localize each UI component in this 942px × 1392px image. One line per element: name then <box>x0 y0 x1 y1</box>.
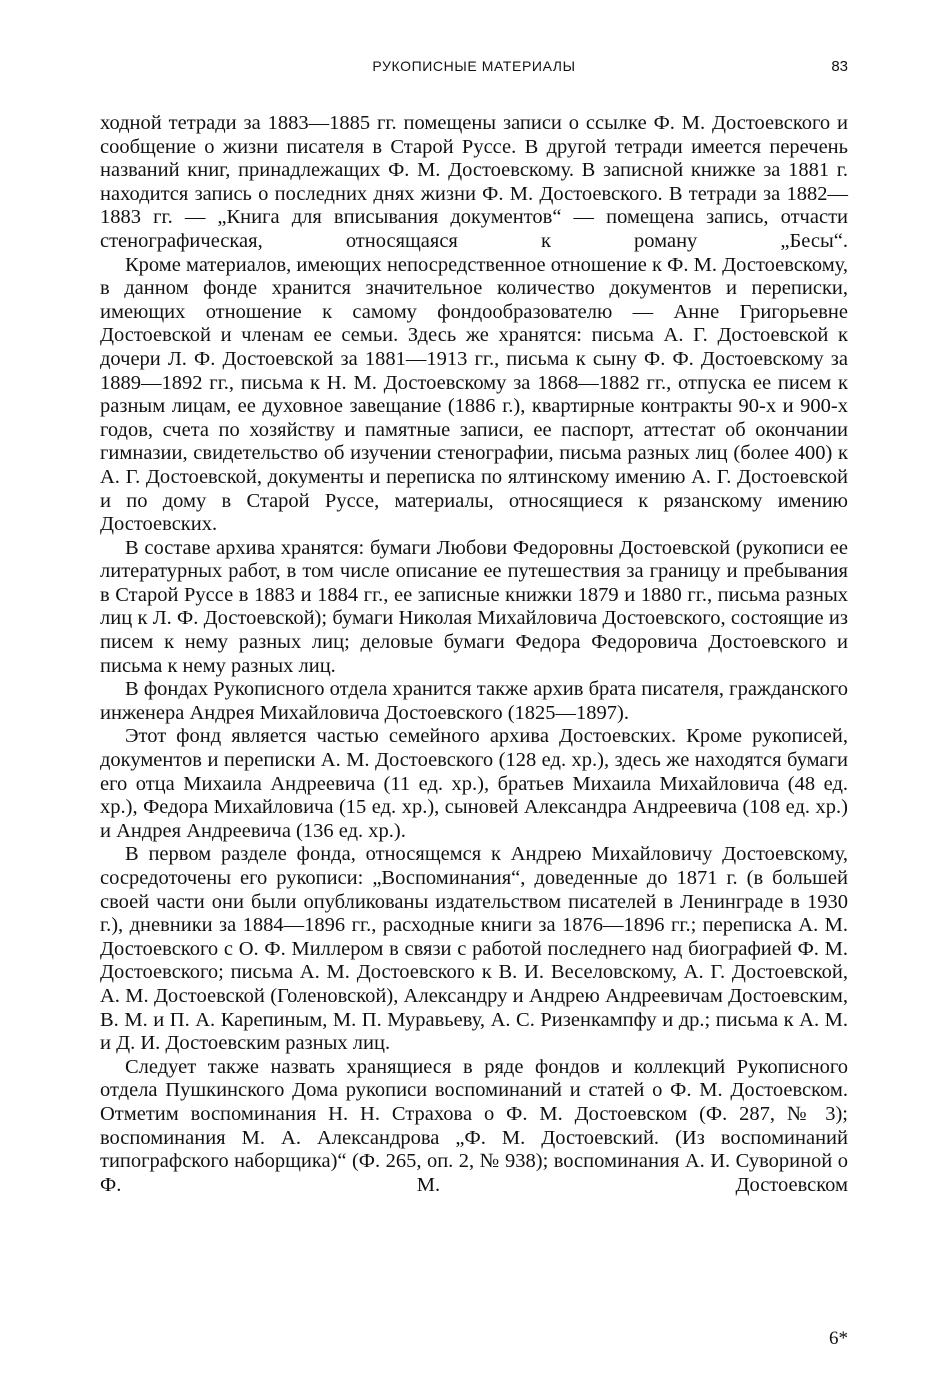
paragraph-family-archive: Этот фонд является частью семейного архива Достоевских. Кроме рукописей, документов и переписки А. М. Достоевского (128 ед. хр.), здесь же находятся бумаги его отца Михаила Андреевича (11 ед. хр.), братьев Михаила Михайловича (48 ед. хр.), Федора Михайловича (15 ед. хр.), сыновей Александра Андреевича (108 ед. хр.) и Андрея Андреевича (136 ед. хр.). <box>100 725 848 842</box>
paragraph-anna-dostoevskaya-materials: Кроме материалов, имеющих непосредственное отношение к Ф. М. Достоевскому, в данном фонде хранится значительное количество документов и переписки, имеющих отношение к самому фондообразователю — Анне Григорьевне Достоевской и членам ее семьи. Здесь же хранятся: письма А. Г. Достоевской к дочери Л. Ф. Достоевской за 1881—1913 гг., письма к сыну Ф. Ф. Достоевскому за 1889—1892 гг., письма к Н. М. Достоевскому за 1868—1882 гг., отпуска ее писем к разным лицам, ее духовное завещание (1886 г.), квартирные контракты 90-х и 900-х годов, счета по хозяйству и памятные записи, ее паспорт, аттестат об окончании гимназии, свидетельство об изучении стенографии, письма разных лиц (более 400) к А. Г. Достоевской, документы и переписка по ялтинскому имению А. Г. Достоевской и по дому в Старой Руссе, материалы, относящиеся к рязанскому имению Достоевских. <box>100 253 848 536</box>
running-title: РУКОПИСНЫЕ МАТЕРИАЛЫ <box>372 58 576 74</box>
body-text <box>100 112 848 1197</box>
paragraph-first-section: В первом разделе фонда, относящемся к Андрею Михайловичу Достоевскому, сосредоточены его рукописи: „Воспоминания“, доведенные до 1871 г. (в большей своей части они были опубликованы издательством писателей в Ленинграде в 1930 г.), дневники за 1884—1896 гг., расходные книги за 1876—1896 гг.; переписка А. М. Достоевского с О. Ф. Миллером в связи с работой последнего над биографией Ф. М. Достоевского; письма А. М. Достоевского к В. И. Веселовскому, А. Г. Достоевской, А. М. Достоевской (Голеновской), Александру и Андрею Андреевичам Достоевским, В. М. и П. А. Карепиным, М. П. Муравьеву, А. С. Ризенкампфу и др.; письма к А. М. и Д. И. Достоевским разных лиц. <box>100 843 848 1055</box>
paragraph-continuation: ходной тетради за 1883—1885 гг. помещены записи о ссылке Ф. М. Достоевского и сообщение о жизни писателя в Старой Руссе. В другой тетради имеется перечень названий книг, принадлежащих Ф. М. Достоевскому. В записной книжке за 1881 г. находится запись о последних днях жизни Ф. М. Достоевского. В тетради за 1882—1883 гг. — „Книга для вписывания документов“ — помещена запись, отчасти стенографическая, относящаяся к роману „Бесы“. <box>100 112 848 252</box>
paragraph-memoirs: Следует также назвать хранящиеся в ряде фондов и коллекций Рукописного отдела Пушкинского Дома рукописи воспоминаний и статей о Ф. М. Достоевском. Отметим воспоминания Н. Н. Страхова о Ф. М. Достоевском (Ф. 287, № 3); воспоминания М. А. Александрова „Ф. М. Достоевский. (Из воспоминаний типографского наборщика)“ (Ф. 265, оп. 2, № 938); воспоминания А. И. Сувориной о Ф. М. Достоевском <box>100 1055 848 1196</box>
signature-mark: 6* <box>829 1328 848 1349</box>
paragraph-archive-composition: В составе архива хранятся: бумаги Любови Федоровны Достоевской (рукописи ее литературных работ, в том числе описание ее путешествия за границу и пребывания в Старой Руссе в 1883 и 1884 гг., ее записные книжки 1879 и 1880 гг., письма разных лиц к Л. Ф. Достоевской); бумаги Николая Михайловича Достоевского, состоящие из писем к нему разных лиц; деловые бумаги Федора Федоровича Достоевского и письма к нему разных лиц. <box>100 536 848 677</box>
page-number: 83 <box>831 58 848 75</box>
paragraph-andrei-archive: В фондах Рукописного отдела хранится также архив брата писателя, гражданского инженера Андрея Михайловича Достоевского (1825—1897). <box>100 678 848 724</box>
running-head <box>100 58 848 78</box>
